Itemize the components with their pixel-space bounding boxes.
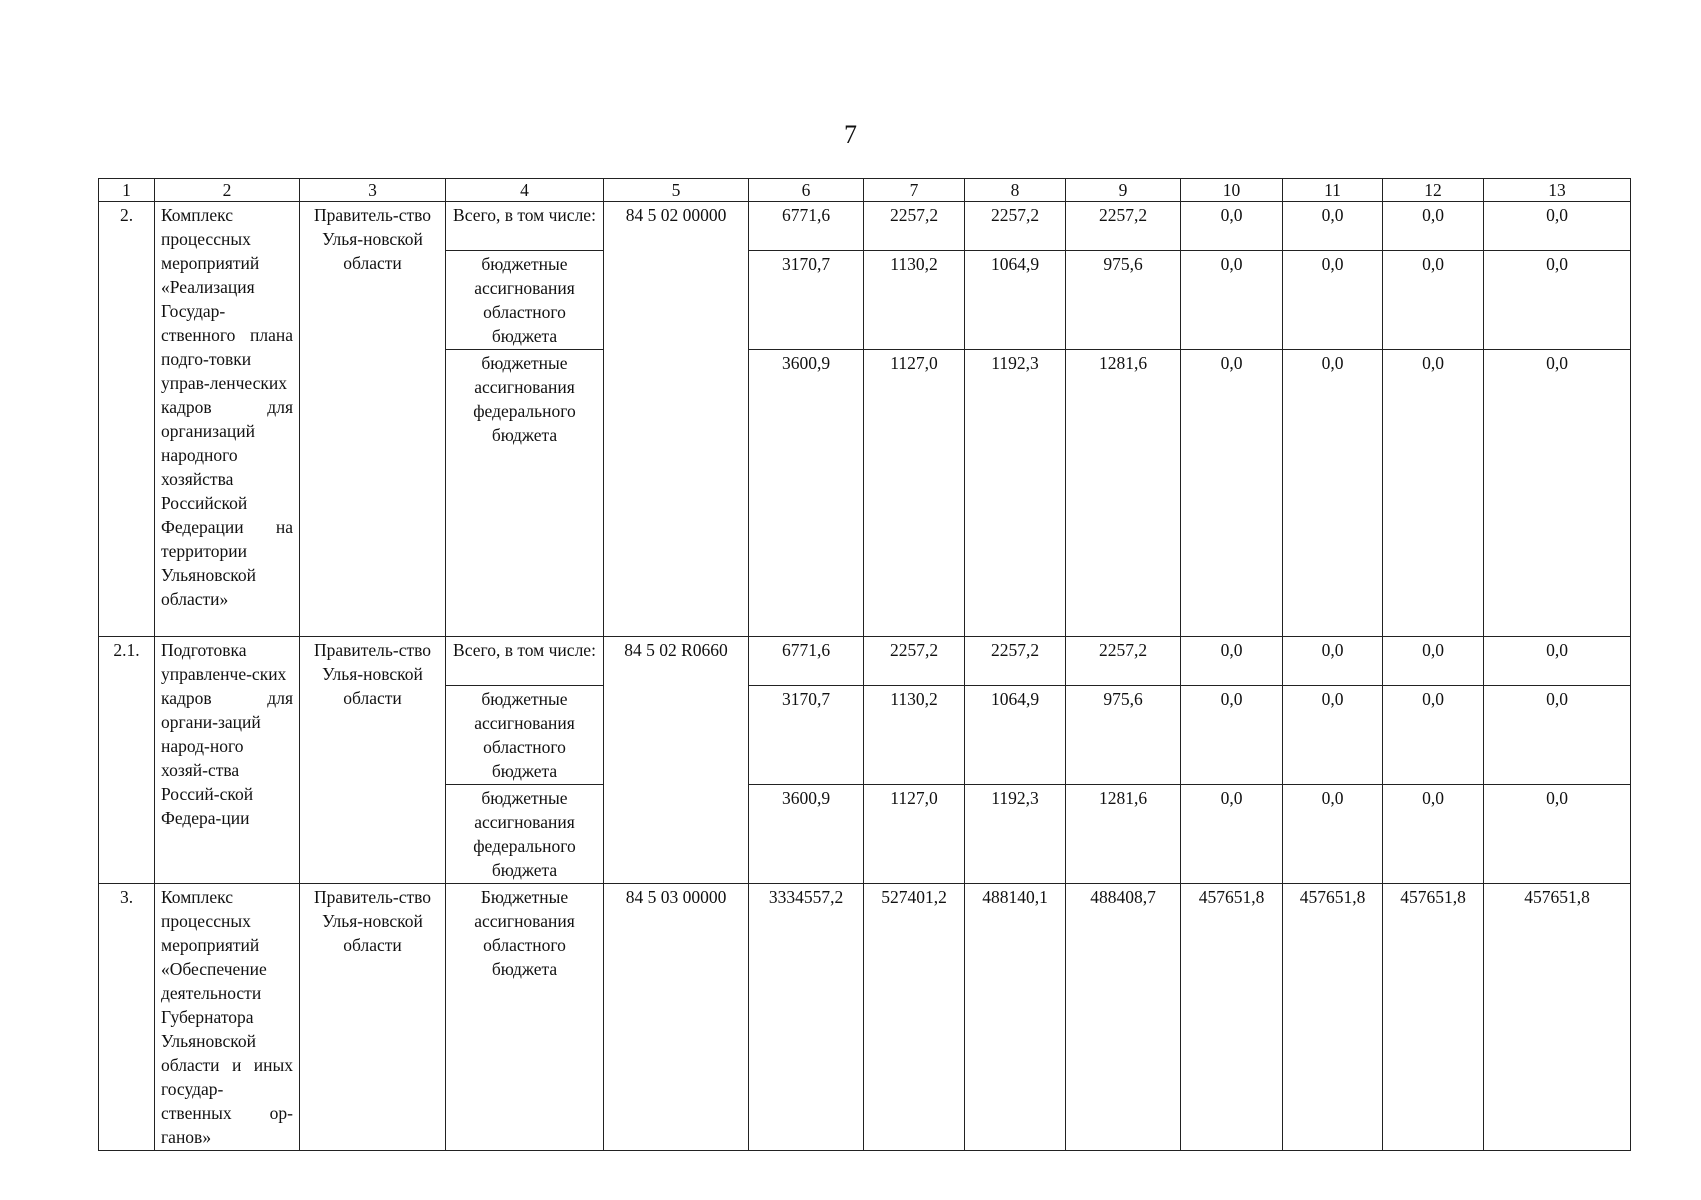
row-number-cell: 3. (99, 884, 155, 1151)
table-row (99, 637, 1631, 686)
amount-cell: 457651,8 (1383, 884, 1484, 1151)
header-cell: 3 (300, 179, 446, 202)
budget-code-cell: 84 5 03 00000 (604, 884, 749, 1151)
amount-cell: 0,0 (1283, 686, 1383, 785)
amount-cell: 0,0 (1484, 686, 1631, 785)
amount-cell: 0,0 (1383, 251, 1484, 350)
activity-name-cell: Комплекс процессных мероприятий «Обеспечение деятельности Губернатора Ульяновской области и иных государ-ственных ор-ганов» (155, 884, 300, 1151)
amount-cell: 457651,8 (1283, 884, 1383, 1151)
header-cell: 1 (99, 179, 155, 202)
amount-cell: 3170,7 (749, 251, 864, 350)
amount-cell: 3600,9 (749, 785, 864, 884)
amount-cell: 457651,8 (1484, 884, 1631, 1151)
header-cell: 6 (749, 179, 864, 202)
amount-cell: 2257,2 (864, 637, 965, 686)
amount-cell: 2257,2 (1066, 202, 1181, 251)
amount-cell: 1192,3 (965, 785, 1066, 884)
amount-cell: 0,0 (1383, 637, 1484, 686)
amount-cell: 975,6 (1066, 686, 1181, 785)
amount-cell: 0,0 (1283, 637, 1383, 686)
amount-cell: 457651,8 (1181, 884, 1283, 1151)
amount-cell: 6771,6 (749, 202, 864, 251)
row-number-cell: 2. (99, 202, 155, 637)
amount-cell: 2257,2 (864, 202, 965, 251)
amount-cell: 3334557,2 (749, 884, 864, 1151)
header-cell: 8 (965, 179, 1066, 202)
table-header-row (99, 179, 1631, 202)
amount-cell: 0,0 (1181, 637, 1283, 686)
amount-cell: 0,0 (1484, 251, 1631, 350)
amount-cell: 0,0 (1283, 202, 1383, 251)
amount-cell: 0,0 (1283, 785, 1383, 884)
budget-code-cell: 84 5 02 00000 (604, 202, 749, 637)
amount-cell: 1281,6 (1066, 350, 1181, 637)
amount-cell: 6771,6 (749, 637, 864, 686)
header-cell: 13 (1484, 179, 1631, 202)
amount-cell: 0,0 (1181, 251, 1283, 350)
budget-code-cell: 84 5 02 R0660 (604, 637, 749, 884)
executor-cell: Правитель-ство Улья-новской области (300, 884, 446, 1151)
row-number-cell: 2.1. (99, 637, 155, 884)
activity-name-cell: Комплекс процессных мероприятий «Реализация Государ-ственного плана подго-товки управ-ленческих кадров для организаций народного хозяйства Российской Федерации на территории Ульяновской области» (155, 202, 300, 637)
activity-name-cell: Подготовка управленче-ских кадров для органи-заций народ-ного хозяй-ства Россий-ской Федера-ции (155, 637, 300, 884)
executor-cell: Правитель-ство Улья-новской области (300, 202, 446, 637)
funding-source-cell: бюджетные ассигнования областного бюджета (446, 251, 604, 350)
amount-cell: 0,0 (1383, 686, 1484, 785)
executor-cell: Правитель-ство Улья-новской области (300, 637, 446, 884)
funding-source-cell: Всего, в том числе: (446, 637, 604, 686)
amount-cell: 0,0 (1484, 785, 1631, 884)
table-row (99, 884, 1631, 1151)
amount-cell: 2257,2 (965, 202, 1066, 251)
amount-cell: 1127,0 (864, 785, 965, 884)
amount-cell: 0,0 (1484, 637, 1631, 686)
amount-cell: 1064,9 (965, 686, 1066, 785)
amount-cell: 0,0 (1484, 350, 1631, 637)
funding-source-cell: Бюджетные ассигнования областного бюджета (446, 884, 604, 1151)
table-row (99, 202, 1631, 251)
amount-cell: 0,0 (1181, 785, 1283, 884)
amount-cell: 0,0 (1383, 350, 1484, 637)
funding-source-cell: бюджетные ассигнования областного бюджета (446, 686, 604, 785)
amount-cell: 2257,2 (1066, 637, 1181, 686)
funding-source-cell: бюджетные ассигнования федерального бюджета (446, 350, 604, 637)
header-cell: 2 (155, 179, 300, 202)
amount-cell: 0,0 (1484, 202, 1631, 251)
amount-cell: 1281,6 (1066, 785, 1181, 884)
header-cell: 7 (864, 179, 965, 202)
header-cell: 11 (1283, 179, 1383, 202)
amount-cell: 3600,9 (749, 350, 864, 637)
header-cell: 12 (1383, 179, 1484, 202)
amount-cell: 0,0 (1181, 686, 1283, 785)
amount-cell: 0,0 (1383, 785, 1484, 884)
page-number: 7 (844, 120, 857, 149)
amount-cell: 0,0 (1181, 202, 1283, 251)
amount-cell: 0,0 (1283, 251, 1383, 350)
amount-cell: 0,0 (1283, 350, 1383, 637)
amount-cell: 488140,1 (965, 884, 1066, 1151)
amount-cell: 488408,7 (1066, 884, 1181, 1151)
amount-cell: 3170,7 (749, 686, 864, 785)
amount-cell: 0,0 (1383, 202, 1484, 251)
amount-cell: 1192,3 (965, 350, 1066, 637)
budget-table (98, 178, 1631, 1151)
amount-cell: 975,6 (1066, 251, 1181, 350)
header-cell: 10 (1181, 179, 1283, 202)
funding-source-cell: бюджетные ассигнования федерального бюджета (446, 785, 604, 884)
amount-cell: 527401,2 (864, 884, 965, 1151)
header-cell: 9 (1066, 179, 1181, 202)
amount-cell: 1064,9 (965, 251, 1066, 350)
amount-cell: 0,0 (1181, 350, 1283, 637)
amount-cell: 1130,2 (864, 686, 965, 785)
amount-cell: 1127,0 (864, 350, 965, 637)
header-cell: 4 (446, 179, 604, 202)
header-cell: 5 (604, 179, 749, 202)
funding-source-cell: Всего, в том числе: (446, 202, 604, 251)
amount-cell: 1130,2 (864, 251, 965, 350)
amount-cell: 2257,2 (965, 637, 1066, 686)
